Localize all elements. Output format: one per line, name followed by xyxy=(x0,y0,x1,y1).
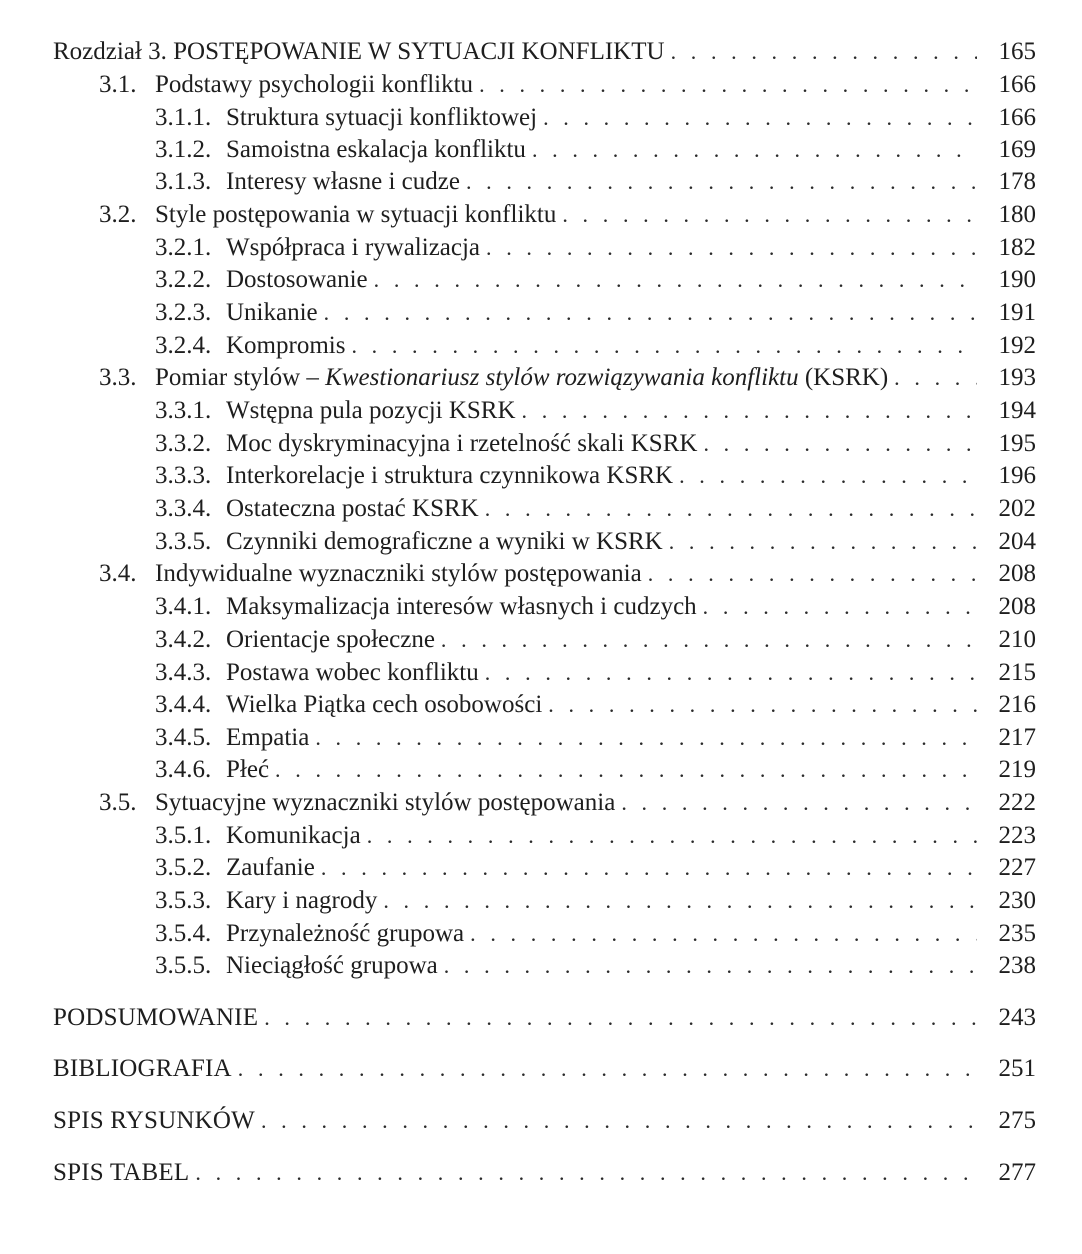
toc-subsection-3-3-5[interactable] xyxy=(0,526,1082,558)
toc-entry xyxy=(155,787,977,819)
dot-leader xyxy=(264,1002,977,1034)
toc-entry xyxy=(226,526,977,558)
toc-entry xyxy=(226,624,977,656)
questionnaire-title: Kwestionariusz stylów rozwiązywania konfliktu xyxy=(325,364,799,391)
section-title: SPIS TABEL xyxy=(53,1159,190,1186)
dot-leader xyxy=(261,1105,977,1137)
section-title: Interkorelacje i struktura czynnikowa KSRK xyxy=(226,462,674,489)
toc-subsection-3-2-2[interactable] xyxy=(0,264,1082,296)
dot-leader xyxy=(374,264,977,296)
toc-subsection-3-3-4[interactable] xyxy=(0,493,1082,525)
page-number: 169 xyxy=(998,136,1036,163)
page-number: 223 xyxy=(998,822,1036,849)
toc-entry xyxy=(226,885,977,917)
dot-leader xyxy=(532,134,977,166)
dot-leader xyxy=(444,950,977,982)
toc-subsection-3-1-2[interactable] xyxy=(0,134,1082,166)
page-number: 193 xyxy=(998,364,1036,391)
section-number: 3.5.2. xyxy=(155,854,212,881)
toc-subsection-3-3-3[interactable] xyxy=(0,460,1082,492)
toc-entry xyxy=(226,395,977,427)
section-title: Empatia xyxy=(226,724,310,751)
toc-subsection-3-1-1[interactable] xyxy=(0,102,1082,134)
section-title: Podstawy psychologii konfliktu xyxy=(155,71,474,98)
section-number: 3.3.4. xyxy=(155,495,212,522)
toc-subsection-3-4-2[interactable] xyxy=(0,624,1082,656)
title-suffix: (KSRK) xyxy=(798,364,889,391)
dot-leader xyxy=(238,1053,977,1085)
page-number: 227 xyxy=(998,854,1036,881)
section-number: 3.3.2. xyxy=(155,430,212,457)
chapter-title: Rozdział 3. POSTĘPOWANIE W SYTUACJI KONFLIKTU xyxy=(53,38,665,65)
section-number: 3.4.4. xyxy=(155,691,212,718)
toc-entry xyxy=(53,1002,977,1034)
dot-leader xyxy=(383,885,977,917)
toc-entry xyxy=(226,166,977,198)
section-title xyxy=(155,362,894,394)
section-number: 3.1.3. xyxy=(155,168,212,195)
toc-subsection-3-4-4[interactable] xyxy=(0,689,1082,721)
toc-entry xyxy=(226,722,977,754)
toc-subsection-3-4-5[interactable] xyxy=(0,722,1082,754)
toc-entry xyxy=(226,134,977,166)
dot-leader xyxy=(485,493,977,525)
section-number: 3.4.3. xyxy=(155,659,212,686)
toc-section-3-3[interactable] xyxy=(0,362,1082,394)
toc-entry xyxy=(226,689,977,721)
toc-subsection-3-5-1[interactable] xyxy=(0,820,1082,852)
page-number: 165 xyxy=(998,38,1036,65)
page-number: 166 xyxy=(998,71,1036,98)
toc-entry xyxy=(226,657,977,689)
toc-subsection-3-3-2[interactable] xyxy=(0,428,1082,460)
section-title: Style postępowania w sytuacji konfliktu xyxy=(155,201,557,228)
dot-leader xyxy=(671,36,977,68)
toc-entry xyxy=(226,460,977,492)
page-number: 196 xyxy=(998,462,1036,489)
dot-leader xyxy=(522,395,977,427)
toc-entry xyxy=(155,558,977,590)
toc-subsection-3-2-4[interactable] xyxy=(0,330,1082,362)
toc-entry xyxy=(226,232,977,264)
toc-subsection-3-5-2[interactable] xyxy=(0,852,1082,884)
toc-entry xyxy=(226,428,977,460)
toc-subsection-3-4-3[interactable] xyxy=(0,657,1082,689)
section-number: 3.2.1. xyxy=(155,234,212,261)
page-number: 230 xyxy=(998,887,1036,914)
section-title: Kary i nagrody xyxy=(226,887,378,914)
toc-entry xyxy=(226,102,977,134)
dot-leader xyxy=(367,820,977,852)
toc-chapter-3[interactable] xyxy=(0,36,1082,68)
dot-leader xyxy=(324,297,977,329)
toc-section-3-4[interactable] xyxy=(0,558,1082,590)
toc-subsection-3-4-6[interactable] xyxy=(0,754,1082,786)
section-title: Przynależność grupowa xyxy=(226,920,465,947)
toc-section-3-5[interactable] xyxy=(0,787,1082,819)
page-number: 202 xyxy=(998,495,1036,522)
section-number: 3.3.3. xyxy=(155,462,212,489)
toc-bibliography[interactable] xyxy=(0,1053,1082,1085)
page-number: 180 xyxy=(998,201,1036,228)
dot-leader xyxy=(275,754,977,786)
section-title: Unikanie xyxy=(226,299,318,326)
section-number: 3.4.2. xyxy=(155,626,212,653)
section-title: Dostosowanie xyxy=(226,266,368,293)
page-number: 210 xyxy=(998,626,1036,653)
toc-subsection-3-2-3[interactable] xyxy=(0,297,1082,329)
toc-section-3-1[interactable] xyxy=(0,69,1082,101)
toc-entry xyxy=(226,591,977,623)
toc-entry xyxy=(226,493,977,525)
page-number: 277 xyxy=(998,1159,1036,1186)
toc-subsection-3-4-1[interactable] xyxy=(0,591,1082,623)
toc-list-of-figures[interactable] xyxy=(0,1105,1082,1137)
page-number: 243 xyxy=(998,1004,1036,1031)
dot-leader xyxy=(485,657,977,689)
section-number: 3.5.5. xyxy=(155,952,212,979)
toc-summary[interactable] xyxy=(0,1002,1082,1034)
dot-leader xyxy=(679,460,977,492)
page-number: 235 xyxy=(998,920,1036,947)
toc-entry xyxy=(226,950,977,982)
toc-entry xyxy=(226,820,977,852)
page-number: 275 xyxy=(998,1107,1036,1134)
section-title: Samoistna eskalacja konfliktu xyxy=(226,136,526,163)
dot-leader xyxy=(441,624,977,656)
toc-section-3-2[interactable] xyxy=(0,199,1082,231)
dot-leader xyxy=(321,852,977,884)
section-number: 3.4.5. xyxy=(155,724,212,751)
page-number: 182 xyxy=(998,234,1036,261)
dot-leader xyxy=(648,558,977,590)
page-number: 208 xyxy=(998,560,1036,587)
title-prefix: Pomiar stylów – xyxy=(155,364,326,391)
toc-entry xyxy=(53,1105,977,1137)
section-title: Struktura sytuacji konfliktowej xyxy=(226,104,538,131)
section-number: 3.5. xyxy=(99,789,137,816)
toc-subsection-3-1-3[interactable] xyxy=(0,166,1082,198)
section-number: 3.4. xyxy=(99,560,137,587)
dot-leader xyxy=(703,591,977,623)
toc-entry xyxy=(226,264,977,296)
toc-entry xyxy=(226,330,977,362)
dot-leader xyxy=(466,166,977,198)
page-number: 194 xyxy=(998,397,1036,424)
section-number: 3.2.4. xyxy=(155,332,212,359)
toc-entry xyxy=(155,199,977,231)
section-title: Wstępna pula pozycji KSRK xyxy=(226,397,516,424)
dot-leader xyxy=(703,428,977,460)
section-number: 3.2.2. xyxy=(155,266,212,293)
toc-entry xyxy=(226,918,977,950)
toc-subsection-3-5-3[interactable] xyxy=(0,885,1082,917)
dot-leader xyxy=(479,69,977,101)
section-number: 3.1. xyxy=(99,71,137,98)
toc-entry xyxy=(226,297,977,329)
page-number: 204 xyxy=(998,528,1036,555)
page-number: 251 xyxy=(998,1055,1036,1082)
toc-entry xyxy=(226,754,977,786)
page-number: 216 xyxy=(998,691,1036,718)
section-title: Zaufanie xyxy=(226,854,315,881)
page-number: 215 xyxy=(998,659,1036,686)
toc-entry xyxy=(53,1053,977,1085)
page-number: 217 xyxy=(998,724,1036,751)
toc-subsection-3-3-1[interactable] xyxy=(0,395,1082,427)
section-title: Wielka Piątka cech osobowości xyxy=(226,691,543,718)
toc-list-of-tables[interactable] xyxy=(0,1157,1082,1189)
toc-subsection-3-2-1[interactable] xyxy=(0,232,1082,264)
section-title: Płeć xyxy=(226,756,270,783)
page-number: 192 xyxy=(998,332,1036,359)
toc-entry xyxy=(53,1157,977,1189)
section-number: 3.2. xyxy=(99,201,137,228)
section-number: 3.5.3. xyxy=(155,887,212,914)
page-number: 238 xyxy=(998,952,1036,979)
page-number: 208 xyxy=(998,593,1036,620)
dot-leader xyxy=(486,232,977,264)
page-number: 219 xyxy=(998,756,1036,783)
page-number: 190 xyxy=(998,266,1036,293)
section-title: Sytuacyjne wyznaczniki stylów postępowania xyxy=(155,789,616,816)
section-number: 3.5.1. xyxy=(155,822,212,849)
section-number: 3.2.3. xyxy=(155,299,212,326)
section-number: 3.3. xyxy=(99,364,137,391)
toc-entry xyxy=(155,362,977,394)
toc-subsection-3-5-5[interactable] xyxy=(0,950,1082,982)
dot-leader xyxy=(669,526,977,558)
toc-subsection-3-5-4[interactable] xyxy=(0,918,1082,950)
dot-leader xyxy=(562,199,977,231)
toc-entry xyxy=(155,69,977,101)
section-number: 3.4.1. xyxy=(155,593,212,620)
section-number: 3.3.1. xyxy=(155,397,212,424)
dot-leader xyxy=(315,722,977,754)
page-number: 222 xyxy=(998,789,1036,816)
dot-leader xyxy=(470,918,977,950)
page-number: 166 xyxy=(998,104,1036,131)
section-title: BIBLIOGRAFIA xyxy=(53,1055,232,1082)
section-number: 3.4.6. xyxy=(155,756,212,783)
section-title: Orientacje społeczne xyxy=(226,626,435,653)
section-number: 3.1.1. xyxy=(155,104,212,131)
section-number: 3.5.4. xyxy=(155,920,212,947)
section-title: Maksymalizacja interesów własnych i cudzych xyxy=(226,593,697,620)
page-number: 178 xyxy=(998,168,1036,195)
dot-leader xyxy=(543,102,977,134)
dot-leader xyxy=(894,362,977,394)
section-title: PODSUMOWANIE xyxy=(53,1004,259,1031)
section-title: Czynniki demograficzne a wyniki w KSRK xyxy=(226,528,663,555)
page-number: 191 xyxy=(998,299,1036,326)
section-number: 3.1.2. xyxy=(155,136,212,163)
section-title: Moc dyskryminacyjna i rzetelność skali KSRK xyxy=(226,430,698,457)
section-title: Kompromis xyxy=(226,332,346,359)
toc-entry xyxy=(53,36,977,68)
section-title: Interesy własne i cudze xyxy=(226,168,460,195)
section-title: Postawa wobec konfliktu xyxy=(226,659,479,686)
dot-leader xyxy=(195,1157,977,1189)
section-title: Ostateczna postać KSRK xyxy=(226,495,479,522)
dot-leader xyxy=(548,689,977,721)
section-number: 3.3.5. xyxy=(155,528,212,555)
section-title: Współpraca i rywalizacja xyxy=(226,234,481,261)
dot-leader xyxy=(621,787,977,819)
toc-entry xyxy=(226,852,977,884)
section-title: SPIS RYSUNKÓW xyxy=(53,1107,255,1134)
section-title: Nieciągłość grupowa xyxy=(226,952,438,979)
page-number: 195 xyxy=(998,430,1036,457)
section-title: Komunikacja xyxy=(226,822,361,849)
section-title: Indywidualne wyznaczniki stylów postępowania xyxy=(155,560,642,587)
dot-leader xyxy=(351,330,977,362)
